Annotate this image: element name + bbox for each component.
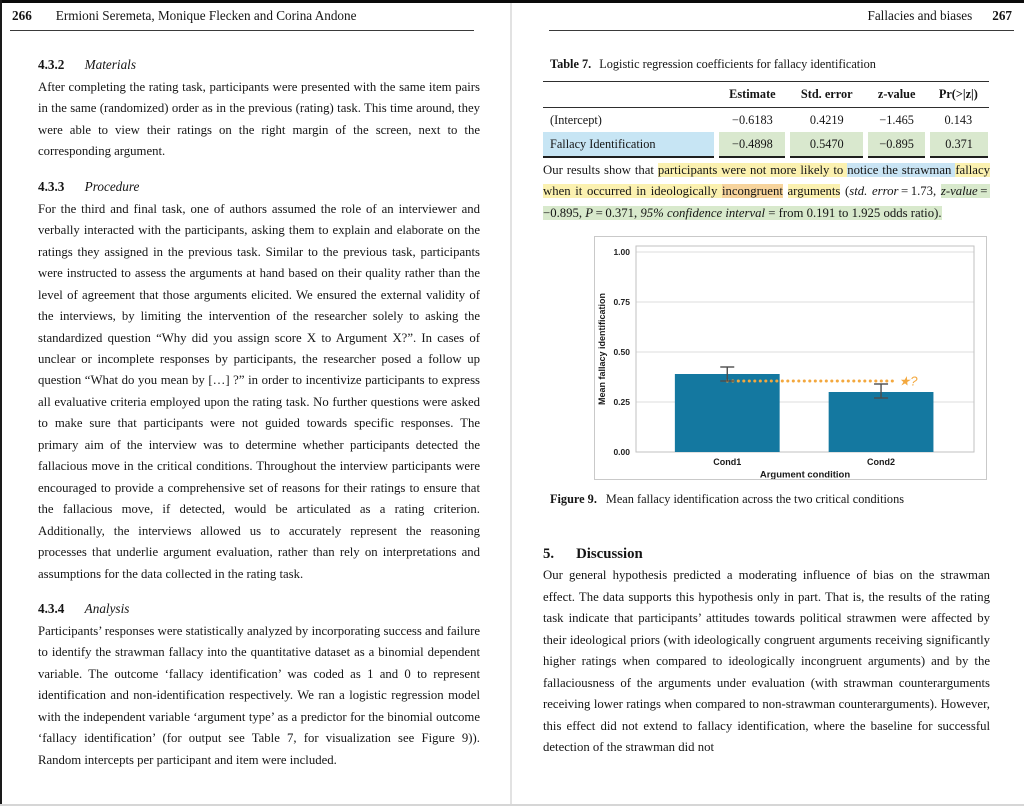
section-heading-analysis: 4.3.4 Analysis — [38, 600, 130, 616]
y-tick-label: 0.25 — [613, 397, 630, 408]
row-label: (Intercept) — [550, 112, 602, 127]
table-row — [543, 108, 989, 133]
cell-value: −0.4898 — [717, 132, 788, 157]
highlighted-text: incongruent — [721, 184, 783, 199]
col-header-z-value: z-value — [877, 87, 916, 101]
cell-value: 0.143 — [944, 112, 973, 127]
y-tick-label: 0.75 — [613, 297, 630, 308]
row-label: Fallacy Identification — [543, 132, 717, 157]
cell-value: −1.465 — [879, 112, 914, 127]
left-page-content — [38, 57, 480, 771]
page-left — [2, 3, 510, 803]
paragraph-analysis: Participants’ responses were statistically analyzed by incorporating success and failure to identify the strawman fallacy into the quantitative dataset as a binomial dependent variable. The outcome ‘fallacy identification’ was coded as 1 and 0 to represent identification and non-identification respectively. We ran a logistic regression model with the independent variable ‘argument type’ as a predictor for the binomial outcome ‘fallacy identification’ (for output see Table 7, for visualization see Figure 9)). Random intercepts per participant and item were included. — [38, 623, 480, 767]
highlighted-text: fallacy when it occurred in ideologically — [543, 163, 990, 199]
table-caption-text: Logistic regression coefficients for fallacy identification — [599, 57, 876, 71]
figure-chart — [595, 237, 986, 479]
highlighted-text: notice the strawman — [847, 163, 956, 177]
section-heading-discussion: 5. Discussion — [543, 546, 643, 563]
x-axis-title: Argument condition — [759, 469, 851, 480]
plain-text: ( — [840, 184, 850, 199]
cell-value: −0.6183 — [732, 112, 773, 127]
figure-caption — [550, 492, 990, 507]
highlighted-text: P — [585, 205, 594, 220]
star-question-marker: ★? — [898, 373, 918, 389]
page-right — [513, 3, 1024, 803]
table-header — [543, 82, 989, 108]
col-header-pr: Pr(>|z|) — [938, 87, 978, 101]
section-heading-procedure: 4.3.3 Procedure — [38, 178, 140, 194]
cell-value: −0.895 — [866, 132, 928, 157]
plain-text: Our results show that — [543, 163, 658, 177]
figure-9 — [594, 236, 987, 480]
running-header-left — [10, 3, 474, 31]
running-header-right — [549, 3, 1014, 31]
y-tick-label: 1.00 — [613, 247, 630, 258]
highlighted-text: = from 0.191 to 1.925 odds ratio). — [765, 205, 942, 220]
figure-caption-label: Figure 9. — [550, 492, 597, 507]
y-tick-label: 0.00 — [613, 447, 630, 458]
table-body — [543, 108, 989, 158]
cell-value: 0.5470 — [788, 132, 866, 157]
bar-Cond2 — [829, 392, 934, 452]
paragraph-discussion: Our general hypothesis predicted a moderating influence of bias on the strawman effect. The data supports this hypothesis only in part. That is, the results of the rating task indicate that participants’ attitudes towards political strawmen were affected by their ideological priors (with ideologically congruent arguments receiving significantly higher ratings when compared to ideologically incongruent arguments) and by the fallaciousness of the arguments under evaluation (with strawman counterarguments receiving lower ratings when compared to non-strawman counterarguments). However, this effect did not extend to fallacy identification, where the baseline for successful detection of the strawman did not — [543, 568, 990, 754]
y-axis-title: Mean fallacy identification — [597, 293, 607, 406]
page-number-left: 266 — [12, 8, 32, 23]
highlighted-text: arguments — [787, 184, 841, 199]
page-gutter-divider — [510, 3, 512, 804]
y-tick-label: 0.50 — [613, 347, 630, 358]
plain-text — [783, 184, 788, 198]
col-header-std-error: Std. error — [800, 87, 853, 101]
highlighted-text: participants were not more likely to — [657, 163, 848, 177]
bar-Cond1 — [675, 374, 780, 452]
paragraph-procedure: For the third and final task, one of authors assumed the role of an interviewer and verbally interacted with the participants, asking them to explain and elaborate on the ratings they assigned in the previous task. Similar to the previous task, participants were instructed to assess the arguments at hand based on their quality rather than the level of agreement that those arguments elicited. We ensured the external validity of the interviews, by limiting the intervention of the researcher solely to asking the standardized question “Why did you assign score X to Argument X?”. In cases of unclear or incomplete responses by participants, the researcher posed a follow up question “What do you mean by […] ?” in order to incentivize participants to express all evaluative criteria employed upon the rating task. No further questions were asked to make sure that participants were not guided towards specific responses. The primary aim of the interview was to determine whether participants detected the fallacious move in the critical conditions. Throughout the interview participants were encouraged to provide a comprehensive set of reasons for their ratings to ensure that the fallacious move, if detected, would be articulated as a rating criterion. Additionally, the interviews allowed us to accurately represent the reasoning processes that underlie argument evaluation, rather than rely on interpretations and assumptions for the data collected in the rating task. — [38, 201, 480, 581]
paragraph-materials: After completing the rating task, participants were presented with the same item pairs in the same (randomized) order as in the previous (rating) task. This time around, they were able to view their ratings on the right margin of the screen, next to the corresponding argument. — [38, 80, 480, 159]
results-paragraph — [543, 160, 990, 224]
highlighted-text: z-value — [940, 184, 978, 199]
running-head-left: Ermioni Seremeta, Monique Flecken and Corina Andone — [55, 8, 357, 23]
cell-value: 0.371 — [928, 132, 989, 157]
running-head-right: Fallacies and biases — [867, 8, 973, 23]
table-caption-label: Table 7. — [550, 57, 592, 71]
table-caption — [550, 57, 990, 72]
col-header-empty — [543, 82, 717, 108]
page-number-right: 267 — [992, 8, 1012, 23]
plain-text: = 1.73, — [898, 184, 941, 199]
table-row — [543, 132, 989, 157]
right-page-content — [543, 57, 990, 758]
x-tick-label: Cond2 — [867, 457, 896, 468]
x-tick-label: Cond1 — [713, 457, 742, 468]
regression-table — [543, 81, 990, 158]
section-heading-materials: 4.3.2 Materials — [38, 57, 136, 72]
figure-caption-text: Mean fallacy identification across the two critical conditions — [605, 492, 905, 507]
col-header-estimate: Estimate — [729, 87, 776, 101]
highlighted-text: = 0.371, — [593, 205, 641, 220]
plain-text: std. error — [849, 184, 899, 199]
bar-chart-svg — [595, 237, 984, 479]
highlighted-text: 95% confidence interval — [640, 205, 766, 220]
highlighted-text: = −0.895, — [543, 184, 991, 220]
cell-value: 0.4219 — [809, 112, 844, 127]
